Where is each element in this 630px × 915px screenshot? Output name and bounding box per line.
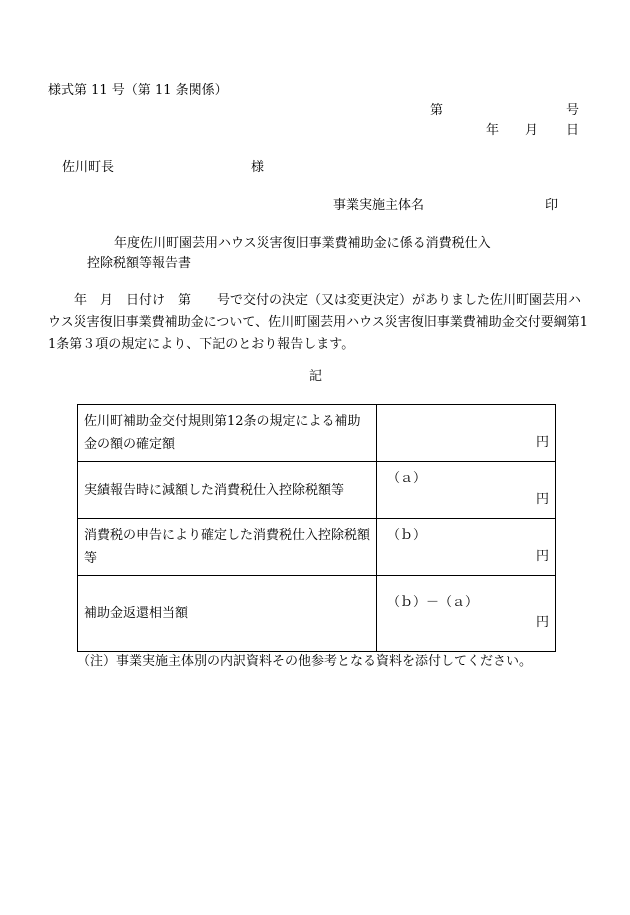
row-label: 実績報告時に減額した消費税仕入控除税額等 — [78, 462, 377, 519]
table-row — [78, 462, 556, 519]
row-label: 消費税の申告により確定した消費税仕入控除税額等 — [78, 519, 377, 576]
row-code: （ａ） — [387, 471, 427, 486]
yen-unit: 円 — [535, 492, 549, 507]
table-row — [78, 405, 556, 462]
row-value-cell — [377, 576, 556, 652]
date-year: 年 — [486, 123, 500, 138]
table-row — [78, 576, 556, 652]
applicant-label: 事業実施主体名 — [333, 198, 425, 213]
row-value-cell — [377, 462, 556, 519]
title-line-1: 年度佐川町園芸用ハウス災害復旧事業費補助金に係る消費税仕入 — [114, 236, 491, 251]
date-month: 月 — [525, 123, 539, 138]
title-line-2: 控除税額等報告書 — [87, 256, 192, 271]
doc-number-suffix: 号 — [566, 103, 580, 118]
seal-mark: 印 — [545, 198, 559, 213]
footnote: （注）事業実施主体別の内訳資料その他参考となる資料を添付してください。 — [77, 654, 533, 669]
addressee-name: 佐川町長 — [62, 160, 115, 175]
row-value-cell — [377, 519, 556, 576]
form-number: 様式第 11 号（第 11 条関係） — [48, 83, 228, 98]
row-value-cell — [377, 405, 556, 462]
row-code: （ｂ） — [387, 528, 427, 543]
yen-unit: 円 — [535, 615, 549, 630]
summary-table — [77, 404, 556, 652]
doc-number-prefix: 第 — [430, 103, 444, 118]
ki-heading: 記 — [309, 369, 323, 384]
table-row — [78, 519, 556, 576]
body-paragraph: 年 月 日付け 第 号で交付の決定（又は変更決定）がありました佐川町園芸用ハウス災害復旧事業費補助金について、佐川町園芸用ハウス災害復旧事業費補助金交付要綱第11条第３項の規定により、下記のとおり報告します。 — [48, 293, 588, 352]
row-code: （ｂ）－（ａ） — [387, 595, 479, 610]
yen-unit: 円 — [535, 435, 549, 450]
row-label: 佐川町補助金交付規則第12条の規定による補助金の額の確定額 — [78, 405, 377, 462]
row-label: 補助金返還相当額 — [78, 576, 377, 652]
yen-unit: 円 — [535, 549, 549, 564]
date-day: 日 — [566, 123, 580, 138]
addressee-honorific: 様 — [251, 160, 265, 175]
